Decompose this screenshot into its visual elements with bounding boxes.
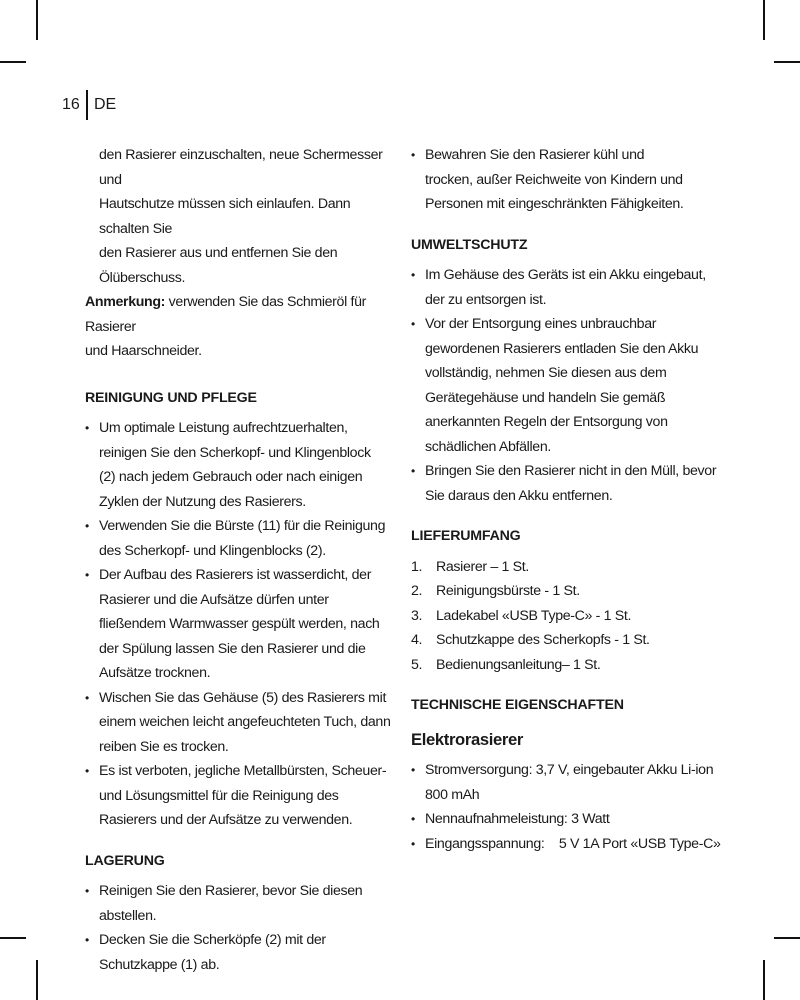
language-code: DE [94, 96, 117, 113]
intro-continuation [85, 143, 397, 290]
note-label: Anmerkung: [85, 294, 166, 310]
right-column [411, 143, 721, 856]
specs-list [411, 758, 721, 856]
list-item: • Im Gehäuse des Geräts ist ein Akku eingebaut, der zu entsorgen ist. [411, 263, 717, 312]
list-item: • Bewahren Sie den Rasierer kühl und trocken, außer Reichweite von Kindern und Personen mit eingeschränkten Fähigkeiten. [411, 143, 717, 217]
list-item: • Bringen Sie den Rasierer nicht in den Müll, bevor Sie daraus den Akku entfernen. [411, 459, 717, 508]
list-item: • Nennaufnahmeleistung: 3 Watt [411, 807, 717, 832]
page-header [62, 90, 116, 120]
intro-line: den Rasierer einzuschalten, neue Schermesser und [99, 147, 383, 188]
list-item: • Es ist verboten, jegliche Metallbürsten, Scheuer- und Lösungsmittel für die Reinigung des Rasierers und der Aufsätze zu verwenden. [85, 759, 397, 833]
list-item [411, 555, 717, 580]
crop-mark-top-right-h [774, 61, 800, 63]
environment-heading: UMWELTSCHUTZ [411, 236, 528, 253]
item-text: Rasierer – 1 St. [436, 558, 529, 575]
list-item: • Reinigen Sie den Rasierer, bevor Sie diesen abstellen. [85, 879, 397, 928]
page-number: 16 [62, 96, 80, 113]
list-item: • Verwenden Sie die Bürste (11) für die Reinigung des Scherkopf- und Klingenblocks (2). [85, 514, 397, 563]
list-item [411, 579, 717, 604]
crop-mark-bottom-right [763, 960, 765, 1000]
item-text: Schutzkappe des Scherkopfs - 1 St. [436, 632, 650, 648]
storage-heading: LAGERUNG [85, 852, 165, 869]
list-item: • Wischen Sie das Gehäuse (5) des Rasierers mit einem weichen leicht angefeuchteten Tuch, dann reiben Sie es trocken. [85, 686, 397, 760]
crop-mark-bottom-right-h [774, 937, 800, 939]
intro-line: den Rasierer aus und entfernen Sie den Ölüberschuss. [99, 245, 338, 286]
contents-list [411, 555, 717, 678]
item-text: Reinigungsbürste - 1 St. [436, 583, 580, 599]
cleaning-heading: REINIGUNG UND PFLEGE [85, 389, 257, 406]
list-item: • Stromversorgung: 3,7 V, eingebauter Akku Li-ion 800 mAh [411, 758, 717, 807]
storage-list-cont [411, 143, 717, 217]
crop-mark-top-left-h [0, 61, 26, 63]
specs-heading: TECHNISCHE EIGENSCHAFTEN [411, 697, 624, 713]
note-text: verwenden Sie das Schmieröl für Rasierer [85, 294, 366, 335]
cleaning-list [85, 416, 397, 833]
list-item: • Eingangsspannung: 5 V 1A Port «USB Type-C» [411, 832, 717, 857]
list-item [411, 628, 717, 653]
list-item: • Der Aufbau des Rasierers ist wasserdicht, der Rasierer und die Aufsätze dürfen unter fließendem Warmwasser gespült werden, nach der Spülung lassen Sie den Rasierer und die Aufsätze trocknen. [85, 563, 397, 686]
storage-list [85, 879, 397, 977]
crop-mark-top-left [36, 0, 38, 40]
note-paragraph [85, 290, 397, 364]
note-text-cont: und Haarschneider. [85, 343, 202, 359]
item-number: 2. [411, 583, 423, 599]
header-divider [86, 90, 88, 120]
list-item: • Um optimale Leistung aufrechtzuerhalten, reinigen Sie den Scherkopf- und Klingenblock (2) nach jedem Gebrauch oder nach einigen Zyklen der Nutzung des Rasierers. [85, 416, 397, 514]
specs-subheading: Elektrorasierer [411, 729, 524, 749]
list-item: • Vor der Entsorgung eines unbrauchbar gewordenen Rasierers entladen Sie den Akku vollständig, nehmen Sie diesen aus dem Gerätegehäuse und handeln Sie gemäß anerkannten Regeln der Entsorgung von schädlichen Abfällen. [411, 312, 717, 459]
item-number: 3. [411, 607, 423, 624]
left-column [85, 143, 397, 977]
list-item [411, 653, 717, 678]
item-text: Ladekabel «USB Type-C» - 1 St. [436, 607, 632, 624]
intro-line: Hautschutze müssen sich einlaufen. Dann schalten Sie [99, 196, 351, 237]
crop-mark-bottom-left [36, 960, 38, 1000]
item-number: 1. [411, 558, 423, 575]
item-text: Bedienungsanleitung– 1 St. [436, 656, 601, 673]
item-number: 5. [411, 656, 423, 673]
item-number: 4. [411, 632, 423, 648]
crop-mark-top-right [763, 0, 765, 40]
environment-list [411, 263, 717, 508]
list-item [411, 604, 717, 629]
contents-heading: LIEFERUMFANG [411, 528, 521, 544]
crop-mark-bottom-left-h [0, 937, 26, 939]
list-item: • Decken Sie die Scherköpfe (2) mit der Schutzkappe (1) ab. [85, 928, 397, 977]
